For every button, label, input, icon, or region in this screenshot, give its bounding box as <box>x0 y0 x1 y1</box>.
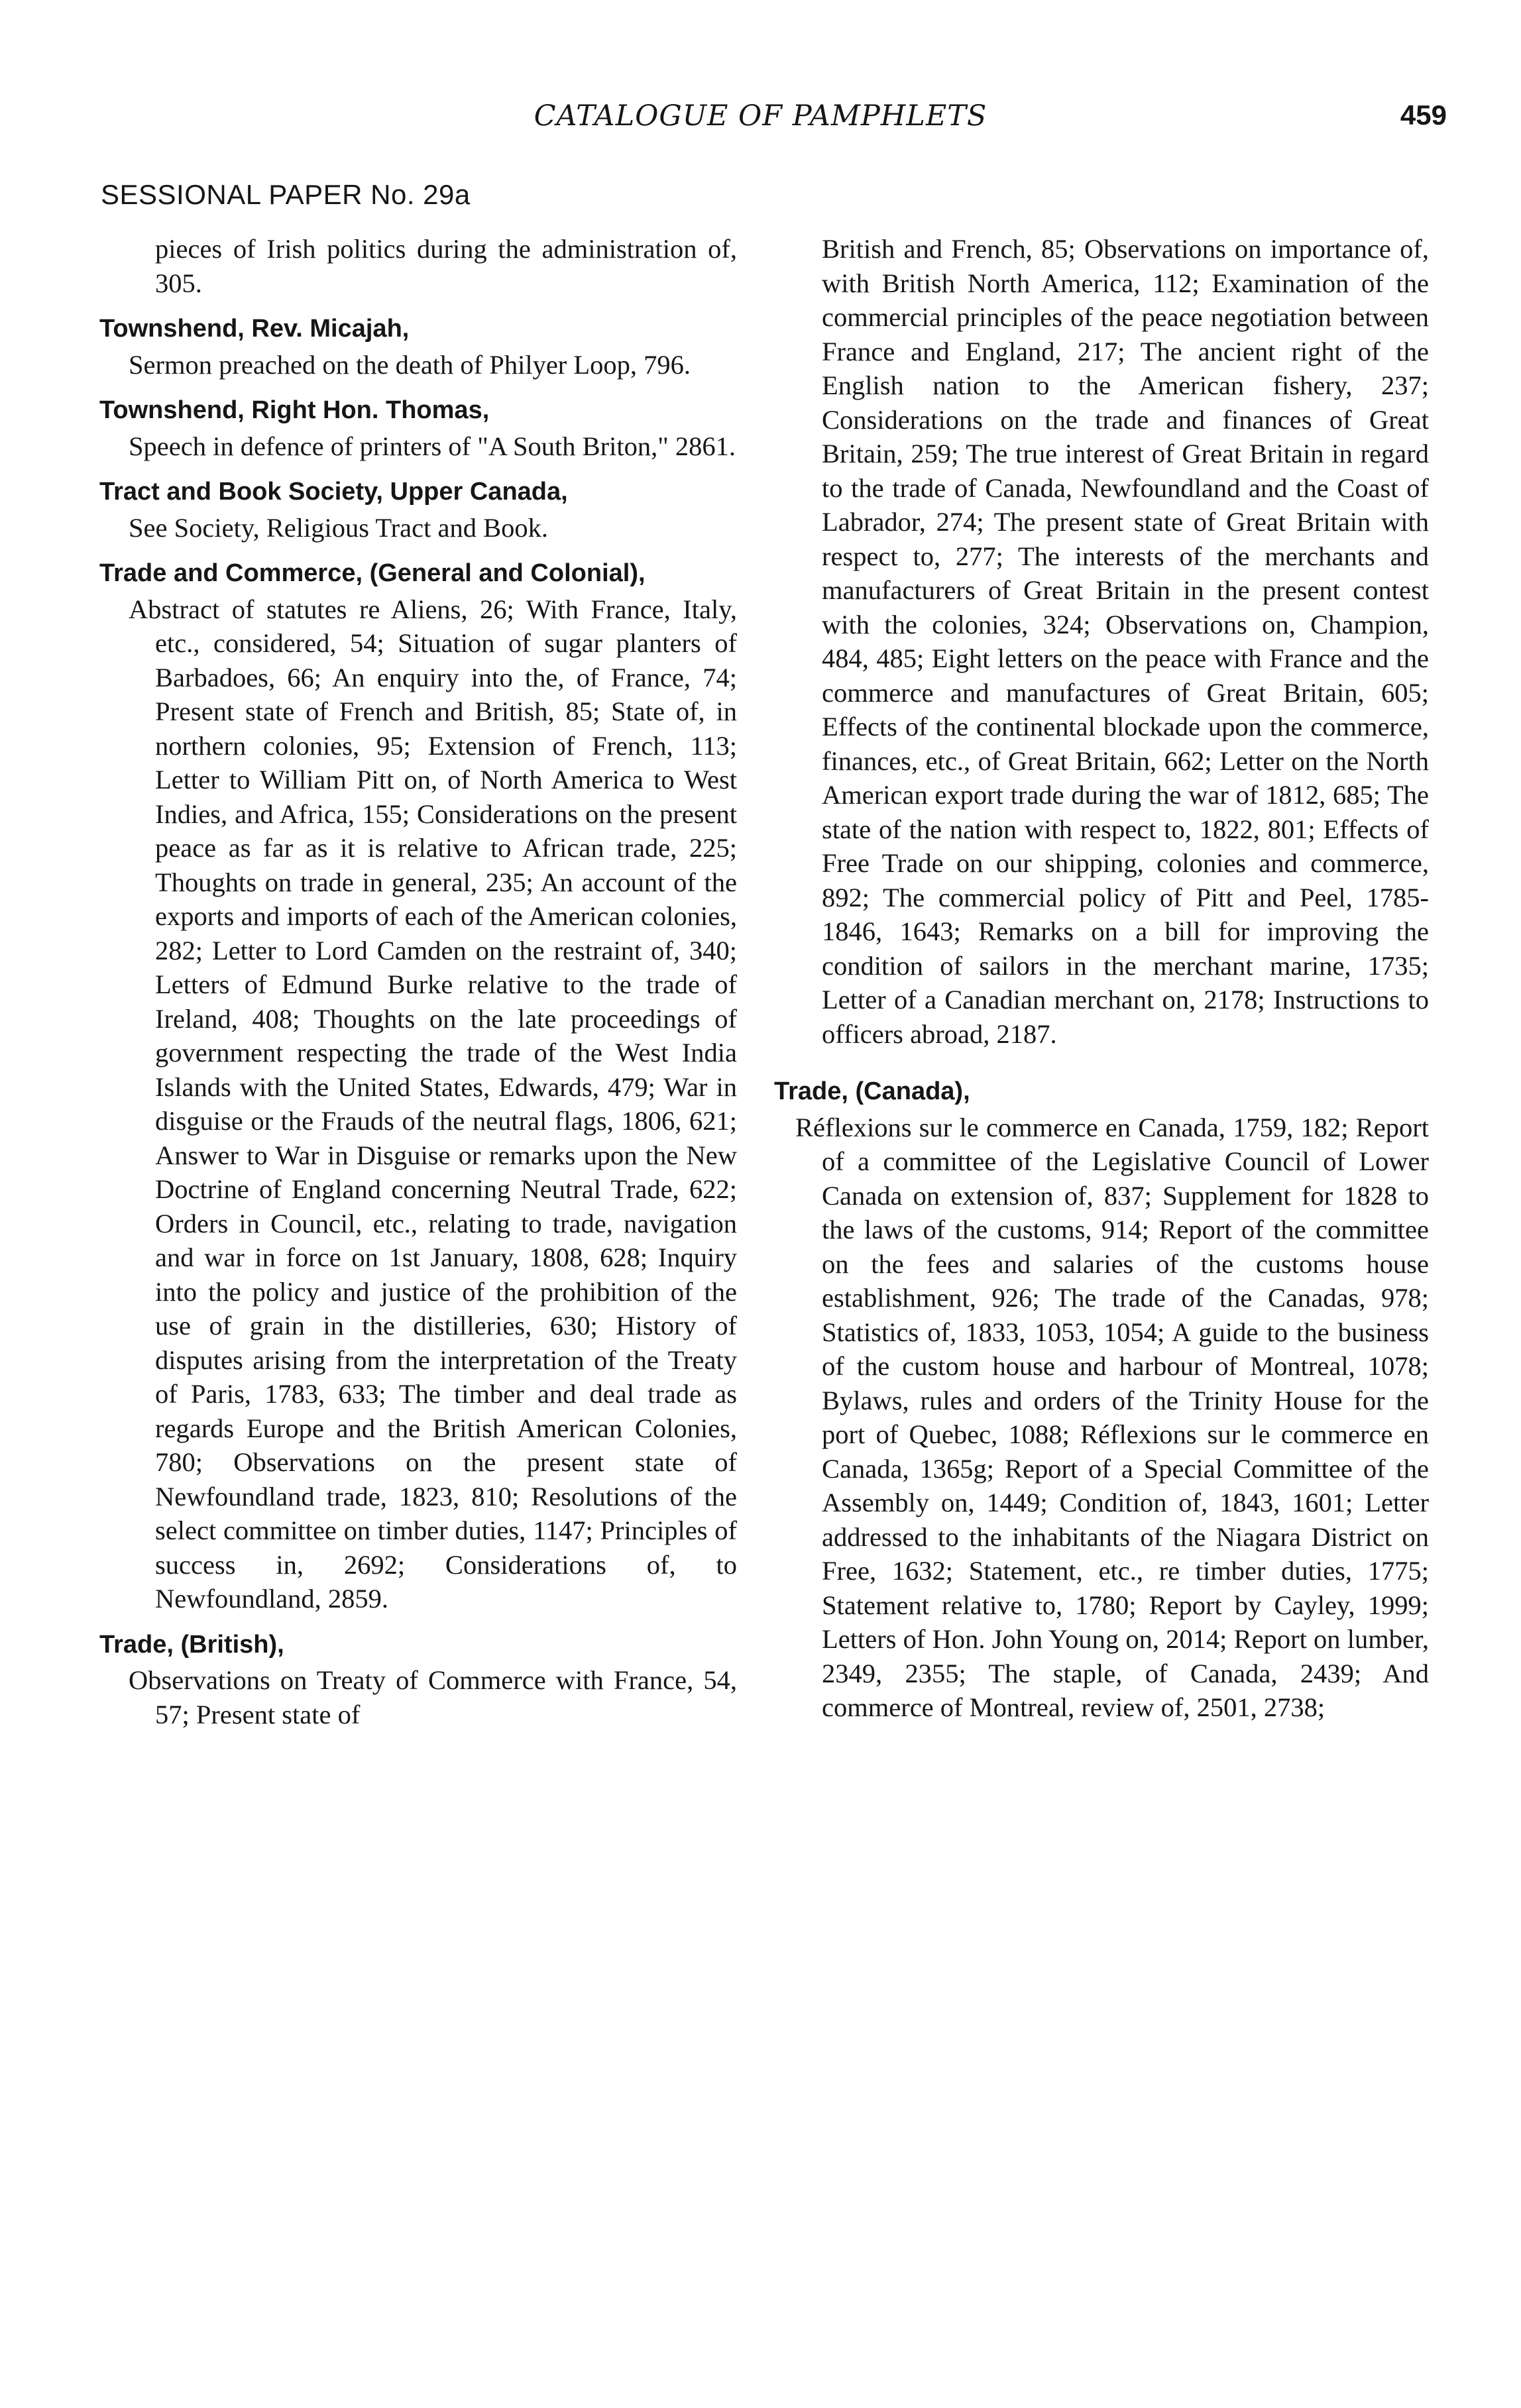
entry-heading: Townshend, Rev. Micajah, <box>99 315 410 343</box>
sessional-paper-label: SESSIONAL PAPER No. 29a <box>101 179 471 210</box>
running-title: CATALOGUE OF PAMPHLETS <box>534 99 987 133</box>
continuation-text: pieces of Irish politics during the administration of, 305. <box>155 234 737 298</box>
entry-text: Réflexions sur le commerce en Canada, 1759, 182; Report of a committee of the Legislative Council of Lower Canada on extension of, 837; Supplement for 1828 to the laws of the customs, 914; Report of the committee on the fees and salaries of the customs house establishment, 926; The trade of the Canadas, 978; Statistics of, 1833, 1053, 1054; A guide to the business of the custom house and harbour of Montreal, 1078; Bylaws, rules and orders of the Trinity House for the port of Quebec, 1088; Réflexions sur le commerce en Canada, 1365g; Report of a Special Committee of the Assembly on, 1449; Condition of, 1843, 1601; Letter addressed to the inhabitants of the Niagara District on Free, 1632; Statement, etc., re timber duties, 1775; Statement relative to, 1780; Report by Cayley, 1999; Letters of Hon. John Young on, 2014; Report on lumber, 2349, 2355; The staple, of Canada, 2439; And commerce of Montreal, review of, 2501, 2738; <box>795 1112 1429 1722</box>
entry-text: Speech in defence of printers of "A South Briton," 2861. <box>129 431 736 461</box>
entry-heading: Townshend, Right Hon. Thomas, <box>99 396 490 424</box>
entry-heading: Tract and Book Society, Upper Canada, <box>99 478 568 506</box>
entry-text: Observations on Treaty of Commerce with France, 54, 57; Present state of <box>129 1665 737 1729</box>
left-column <box>99 232 737 1741</box>
entry-text: See Society, Religious Tract and Book. <box>129 512 548 543</box>
entry-text: Abstract of statutes re Aliens, 26; With France, Italy, etc., considered, 54; Situation of sugar planters of Barbadoes, 66; An enquiry into the, of France, 74; Present state of French and British, 85; State of, in northern colonies, 95; Extension of French, 113; Letter to William Pitt on, of North America to West Indies, and Africa, 155; Considerations on the present peace as far as it is relative to African trade, 225; Thoughts on trade in general, 235; An account of the exports and imports of each of the American colonies, 282; Letter to Lord Camden on the restraint of, 340; Letters of Edmund Burke relative to the trade of Ireland, 408; Thoughts on the late proceedings of government respecting the trade of the West India Islands with the United States, Edwards, 479; War in disguise or the Frauds of the neutral flags, 1806, 621; Answer to War in Disguise or remarks upon the New Doctrine of England concerning Neutral Trade, 622; Orders in Council, etc., relating to trade, navigation and war in force on 1st January, 1808, 628; Inquiry into the policy and justice of the prohibition of the use of grain in the distilleries, 630; History of disputes arising from the interpretation of the Treaty of Paris, 1783, 633; The timber and deal trade as regards Europe and the British American Colonies, 780; Observations on the present state of Newfoundland trade, 1823, 810; Resolutions of the select committee on timber duties, 1147; Principles of success in, 2692; Considerations of, to Newfoundland, 2859. <box>129 594 737 1614</box>
entry-text: Sermon preached on the death of Philyer Loop, 796. <box>129 349 691 380</box>
right-column <box>774 232 1429 1734</box>
entry-heading: Trade, (Canada), <box>774 1077 970 1105</box>
continuation-text: British and French, 85; Observations on importance of, with British North America, 112; Examination of the commercial principles of the peace negotiation between France and England, 217; The ancient right of the English nation to the American fishery, 237; Considerations on the trade and finances of Great Britain, 259; The true interest of Great Britain in regard to the trade of Canada, Newfoundland and the Coast of Labrador, 274; The present state of Great Britain with respect to, 277; The interests of the merchants and manufacturers of Great Britain in the present contest with the colonies, 324; Observations on, Champion, 484, 485; Eight letters on the peace with France and the commerce and manufactures of Great Britain, 605; Effects of the continental blockade upon the commerce, finances, etc., of Great Britain, 662; Letter on the North American export trade during the war of 1812, 685; The state of the nation with respect to, 1822, 801; Effects of Free Trade on our shipping, colonies and commerce, 892; The commercial policy of Pitt and Peel, 1785-1846, 1643; Remarks on a bill for improving the condition of sailors in the merchant marine, 1735; Letter of a Canadian merchant on, 2178; Instructions to officers abroad, 2187. <box>822 234 1429 1049</box>
page-number: 459 <box>1400 99 1447 131</box>
entry-heading: Trade and Commerce, (General and Colonial), <box>99 559 646 587</box>
entry-heading: Trade, (British), <box>99 1630 284 1659</box>
running-head <box>0 99 1521 152</box>
